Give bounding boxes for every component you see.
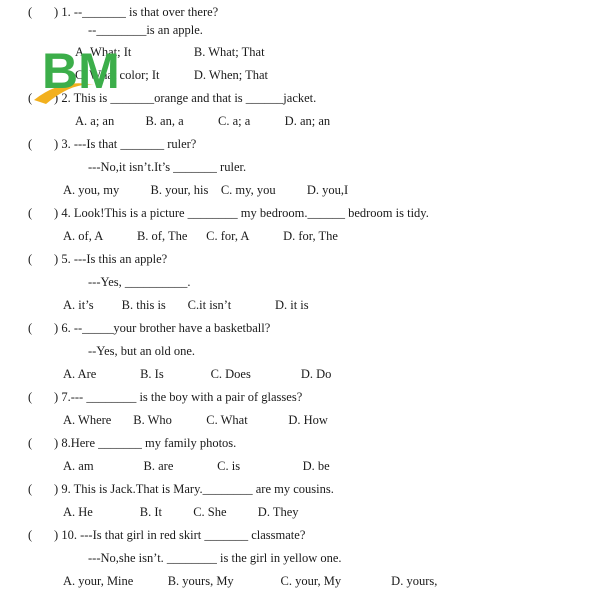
line-q10-opts: A. your, Mine B. yours, My C. your, My D. yours, bbox=[63, 574, 438, 588]
line-q6-b: --Yes, but an old one. bbox=[88, 344, 196, 358]
line-q8-opts: A. am B. are C. is D. be bbox=[63, 459, 330, 473]
line-q6: ( ) 6. --_____your brother have a basketball? bbox=[28, 321, 271, 335]
bm-logo bbox=[32, 30, 122, 108]
line-q1-b: --________is an apple. bbox=[88, 23, 203, 37]
line-q3-opts: A. you, my B. your, his C. my, you D. you,I bbox=[63, 183, 349, 197]
line-q10: ( ) 10. ---Is that girl in red skirt _______ classmate? bbox=[28, 528, 306, 542]
line-q6-opts: A. Are B. Is C. Does D. Do bbox=[63, 367, 332, 381]
line-q8: ( ) 8.Here _______ my family photos. bbox=[28, 436, 237, 450]
line-q4-opts: A. of, A B. of, The C. for, A D. for, The bbox=[63, 229, 338, 243]
line-q7-opts: A. Where B. Who C. What D. How bbox=[63, 413, 328, 427]
line-q5-opts: A. it’s B. this is C.it isn’t D. it is bbox=[63, 298, 309, 312]
line-q7: ( ) 7.--- ________ is the boy with a pair of glasses? bbox=[28, 390, 303, 404]
line-q9: ( ) 9. This is Jack.That is Mary.________ are my cousins. bbox=[28, 482, 334, 496]
line-q3: ( ) 3. ---Is that _______ ruler? bbox=[28, 137, 197, 151]
line-q1-opts1: A. What; It B. What; That bbox=[75, 45, 265, 59]
line-q4: ( ) 4. Look!This is a picture ________ my bedroom.______ bedroom is tidy. bbox=[28, 206, 429, 220]
line-q1-opts2: C. What color; It D. When; That bbox=[75, 68, 269, 82]
line-q3-b: ---No,it isn’t.It’s _______ ruler. bbox=[88, 160, 247, 174]
line-q1: ( ) 1. --_______ is that over there? bbox=[28, 5, 219, 19]
line-q10-b: ---No,she isn’t. ________ is the girl in yellow one. bbox=[88, 551, 342, 565]
line-q2-opts: A. a; an B. an, a C. a; a D. an; an bbox=[75, 114, 331, 128]
line-q5: ( ) 5. ---Is this an apple? bbox=[28, 252, 168, 266]
logo-text: BM bbox=[42, 43, 120, 99]
line-q5-b: ---Yes, __________. bbox=[88, 275, 191, 289]
line-q2: ( ) 2. This is _______orange and that is ______jacket. bbox=[28, 91, 317, 105]
line-q9-opts: A. He B. It C. She D. They bbox=[63, 505, 299, 519]
